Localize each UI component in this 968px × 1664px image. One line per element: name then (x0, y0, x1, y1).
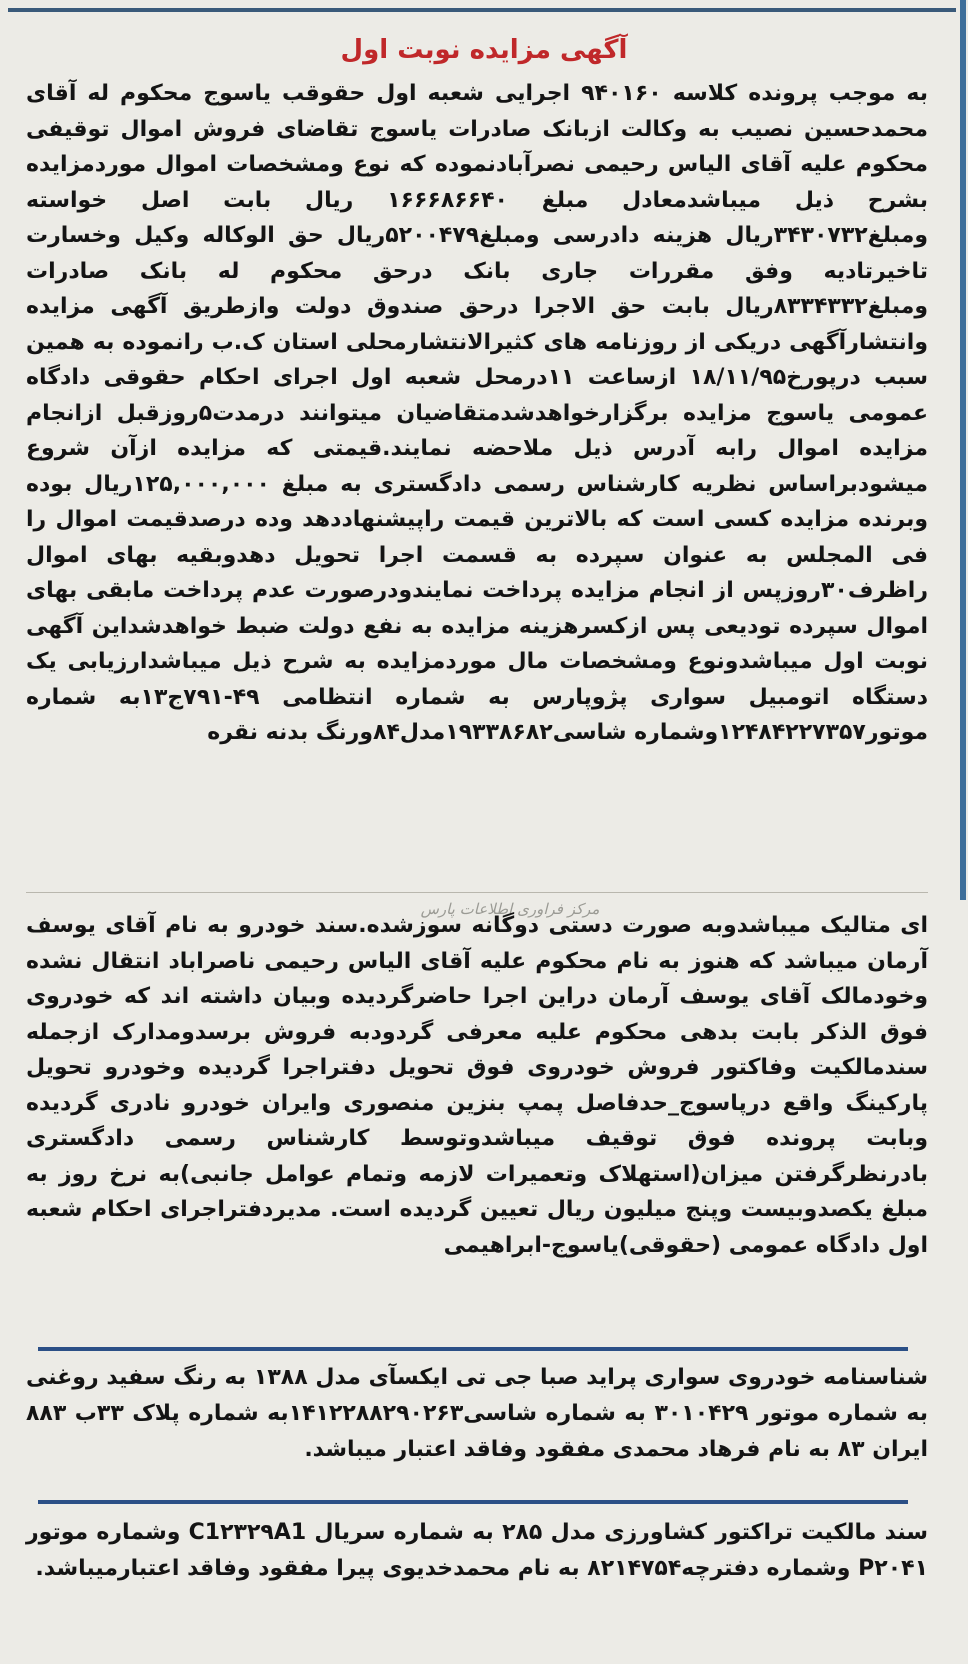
lost-document-2: سند مالکیت تراکتور کشاورزی مدل ۲۸۵ به شماره سریال C1۲۳۲۹A1 وشماره موتور P۲۰۴۱ وشماره دفترچه۸۲۱۴۷۵۴ به نام محمدخدیوی پیرا مفقود وفاقد اعتبارمیباشد. (26, 1520, 929, 1581)
fold-line (26, 892, 928, 893)
separator-1 (38, 1347, 908, 1351)
notice-body-part2: ای متالیک میباشدوبه صورت دستی دوگانه سوزشده.سند خودرو به نام آقای یوسف آرمان میباشد که هنوز به نام محکوم علیه آقای الیاس رحیمی ناصراباد انتقال نشده وخودمالک آقای یوسف آرمان دراین اجرا حاضرگردیده وبیان داشته اند که خودروی فوق الذکر بابت بدهی محکوم علیه معرفی گردودبه فروش برسدومدارک ازجمله سندمالکیت وفاکتور فروش خودروی فوق تحویل دفتراجرا گردیده وخودرو تحویل پارکینگ واقع درپاسوج_حدفاصل پمپ بنزین منصوری وایران خودرو نادری گردیده وبابت پرونده فوق توقیف میباشدوتوسط کارشناس رسمی دادگستری بادرنظرگرفتن میزان(استهلاک وتعمیرات لازمه وتمام عوامل جانبی)به نرخ روز به مبلغ یکصدوبیست وپنج میلیون ریال تعیین گردیده است. مدیردفتراجرای احکام شعبه اول دادگاه عمومی (حقوقی)یاسوج-ابراهیمی (26, 913, 928, 1258)
top-rule (8, 8, 956, 12)
lost-document-1: شناسنامه خودروی سواری پراید صبا جی تی ایکسآی مدل ۱۳۸۸ به رنگ سفید روغنی به شماره موتور ۳۰۱۰۴۲۹ به شماره شاسی۱۴۱۲۲۸۸۲۹۰۲۶۳به شماره پلاک ۳۳ب ۸۸۳ ایران ۸۳ به نام فرهاد محمدی مفقود وفاقد اعتبار میباشد. (26, 1365, 928, 1462)
watermark-text: مرکز فراوری اطلاعات پارس (420, 900, 600, 918)
notice-title: آگهی مزایده نوبت اول (340, 35, 628, 65)
separator-2 (38, 1500, 908, 1504)
notice-body-part1: به موجب پرونده کلاسه ۹۴۰۱۶۰ اجرایی شعبه اول حقوقب یاسوج محکوم له آقای محمدحسین نصیب به وکالت ازبانک صادرات یاسوج تقاضای فروش اموال توقیفی محکوم علیه آقای الیاس رحیمی نصرآبادنموده که نوع ومشخصات اموال موردمزایده بشرح ذیل میباشدمعادل مبلغ ۱۶۶۶۸۶۶۴۰ ریال بابت اصل خواسته ومبلغ۳۴۳۰۷۳۲ریال هزینه دادرسی ومبلغ۵۲۰۰۴۷۹ریال حق الوکاله وکیل وخسارت تاخیرتادیه وفق مقررات جاری بانک درحق محکوم له بانک صادرات ومبلغ۸۳۳۴۳۳۲ریال بابت حق الاجرا درحق صندوق دولت وازطریق آگهی مزایده وانتشارآگهی دریکی از روزنامه های کثیرالانتشارمحلی استان ک.ب رانموده به همین سبب درپورخ۱۸/۱۱/۹۵ ازساعت ۱۱درمحل شعبه اول اجرای احکام حقوقی دادگاه عمومی یاسوج مزایده برگزارخواهدشدمتقاضیان میتوانند درمدت۵روزقبل ازانجام مزایده اموال رابه آدرس ذیل ملاحضه نمایند.قیمتی که مزایده ازآن شروع میشودبراساس نظریه کارشناس رسمی دادگستری به مبلغ ۱۲۵,۰۰۰,۰۰۰ریال بوده وبرنده مزایده کسی است که بالاترین قیمت راپیشنهاددهد وده درصدقیمت اموال را فی المجلس به عنوان سپرده به قسمت اجرا تحویل دهدوبقیه بهای اموال راظرف۳۰روزپس از انجام مزایده پرداخت نمایندودرصورت عدم پرداخت مابقی بهای اموال سپرده تودیعی پس ازکسرهزینه مزایده به نفع دولت ضبط خواهدشداین آگهی نوبت اول میباشدونوع ومشخصات مال موردمزایده به شرح ذیل میباشدارزیابی یک دستگاه اتومبیل سواری پژوپارس به شماره انتظامی ۴۹-۷۹۱ج۱۳به شماره موتور۱۲۴۸۴۲۲۷۳۵۷وشماره شاسی۱۹۳۳۸۶۸۲مدل۸۴ورنگ بدنه نقره (26, 81, 929, 745)
column-edge (960, 0, 966, 900)
